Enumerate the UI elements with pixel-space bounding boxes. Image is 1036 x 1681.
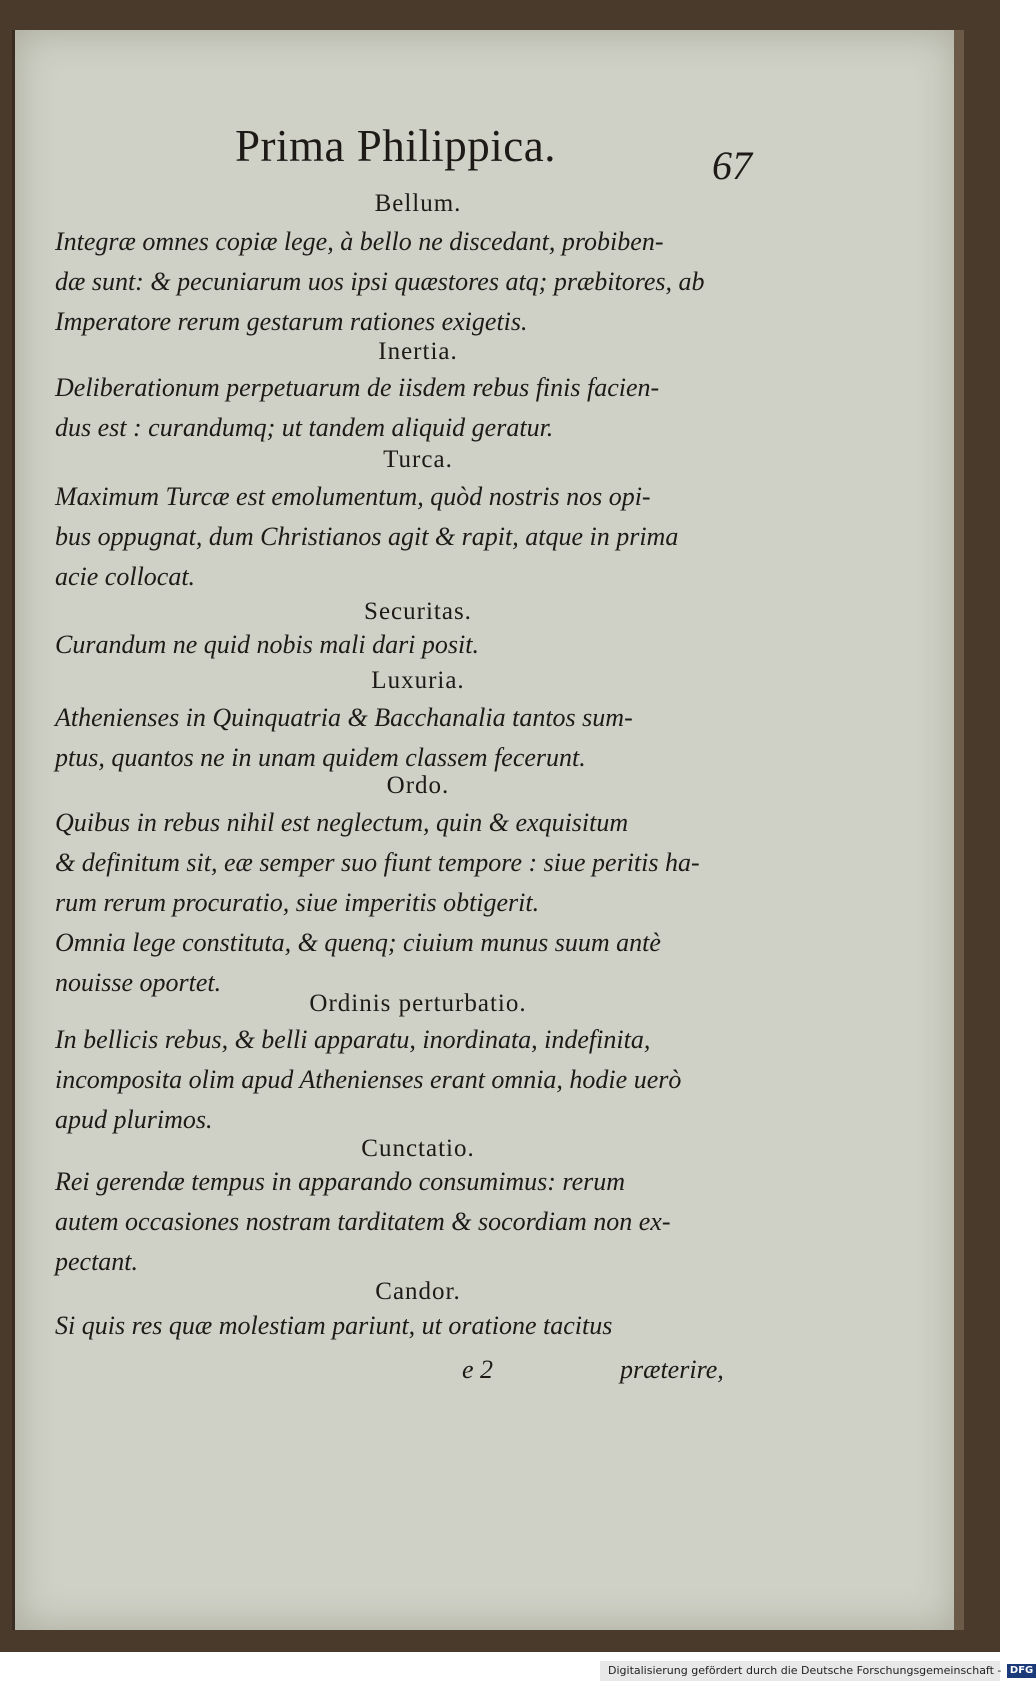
text-line: pectant.: [55, 1247, 139, 1276]
catchword: præterire,: [620, 1355, 724, 1384]
section-text: [55, 1020, 755, 1140]
text-line: autem occasiones nostram tarditatem & socordiam non ex-: [55, 1207, 671, 1236]
section-text: [55, 1306, 755, 1346]
section-text: [55, 803, 755, 1003]
section-text: [55, 1162, 755, 1282]
text-line: bus oppugnat, dum Christianos agit & rapit, atque in prima: [55, 522, 679, 551]
text-line: Athenienses in Quinquatria & Bacchanalia tantos sum-: [55, 703, 633, 732]
section-text: [55, 477, 755, 597]
text-line: Omnia lege constituta, & quenq; ciuium munus suum antè: [55, 928, 661, 957]
text-line: nouisse oportet.: [55, 968, 222, 997]
text-line: acie collocat.: [55, 562, 196, 591]
section-heading: Bellum.: [374, 190, 462, 217]
folio-number: 67: [712, 143, 752, 188]
text-line: dæ sunt: & pecuniarum uos ipsi quæstores atq; præbitores, ab: [55, 267, 705, 296]
text-line: rum rerum procuratio, siue imperitis obtigerit.: [55, 888, 540, 917]
text-line: Imperatore rerum gestarum rationes exigetis.: [55, 307, 528, 336]
section-heading: Turca.: [383, 446, 453, 473]
text-line: Deliberationum perpetuarum de iisdem rebus finis facien-: [55, 373, 660, 402]
running-head: Prima Philippica.: [235, 121, 556, 171]
section-text: [55, 698, 755, 778]
section-heading: Inertia.: [378, 338, 458, 365]
page-edge: [954, 30, 964, 1630]
signature-mark: e 2: [462, 1355, 494, 1384]
text-line: & definitum sit, eæ semper suo fiunt tempore : siue peritis ha-: [55, 848, 700, 877]
section-text: [55, 368, 755, 448]
text-line: ptus, quantos ne in unam quidem classem fecerunt.: [55, 743, 586, 772]
section-heading: Ordinis perturbatio.: [309, 990, 527, 1017]
section-heading: Securitas.: [364, 598, 472, 625]
section-heading: Luxuria.: [371, 667, 465, 694]
section-text: [55, 222, 755, 342]
text-line: Maximum Turcæ est emolumentum, quòd nostris nos opi-: [55, 482, 651, 511]
text-line: incomposita olim apud Athenienses erant omnia, hodie uerò: [55, 1065, 682, 1094]
dfg-logo-icon: DFG: [1007, 1664, 1036, 1678]
text-line: In bellicis rebus, & belli apparatu, inordinata, indefinita,: [55, 1025, 651, 1054]
text-line: apud plurimos.: [55, 1105, 213, 1134]
footer-text: Digitalisierung gefördert durch die Deutsche Forschungsgemeinschaft -: [608, 1664, 1002, 1677]
text-line: Curandum ne quid nobis mali dari posit.: [55, 630, 479, 659]
section-text: [55, 625, 755, 665]
section-heading: Ordo.: [386, 772, 450, 799]
digitization-footer: [600, 1661, 1034, 1681]
section-heading: Candor.: [375, 1278, 461, 1305]
section-heading: Cunctatio.: [361, 1135, 475, 1162]
text-line: Integræ omnes copiæ lege, à bello ne discedant, probiben-: [55, 227, 664, 256]
text-line: Quibus in rebus nihil est neglectum, quin & exquisitum: [55, 808, 629, 837]
text-line: Rei gerendæ tempus in apparando consumimus: rerum: [55, 1167, 626, 1196]
text-line: Si quis res quæ molestiam pariunt, ut oratione tacitus: [55, 1311, 613, 1340]
text-line: dus est : curandumq; ut tandem aliquid geratur.: [55, 413, 554, 442]
